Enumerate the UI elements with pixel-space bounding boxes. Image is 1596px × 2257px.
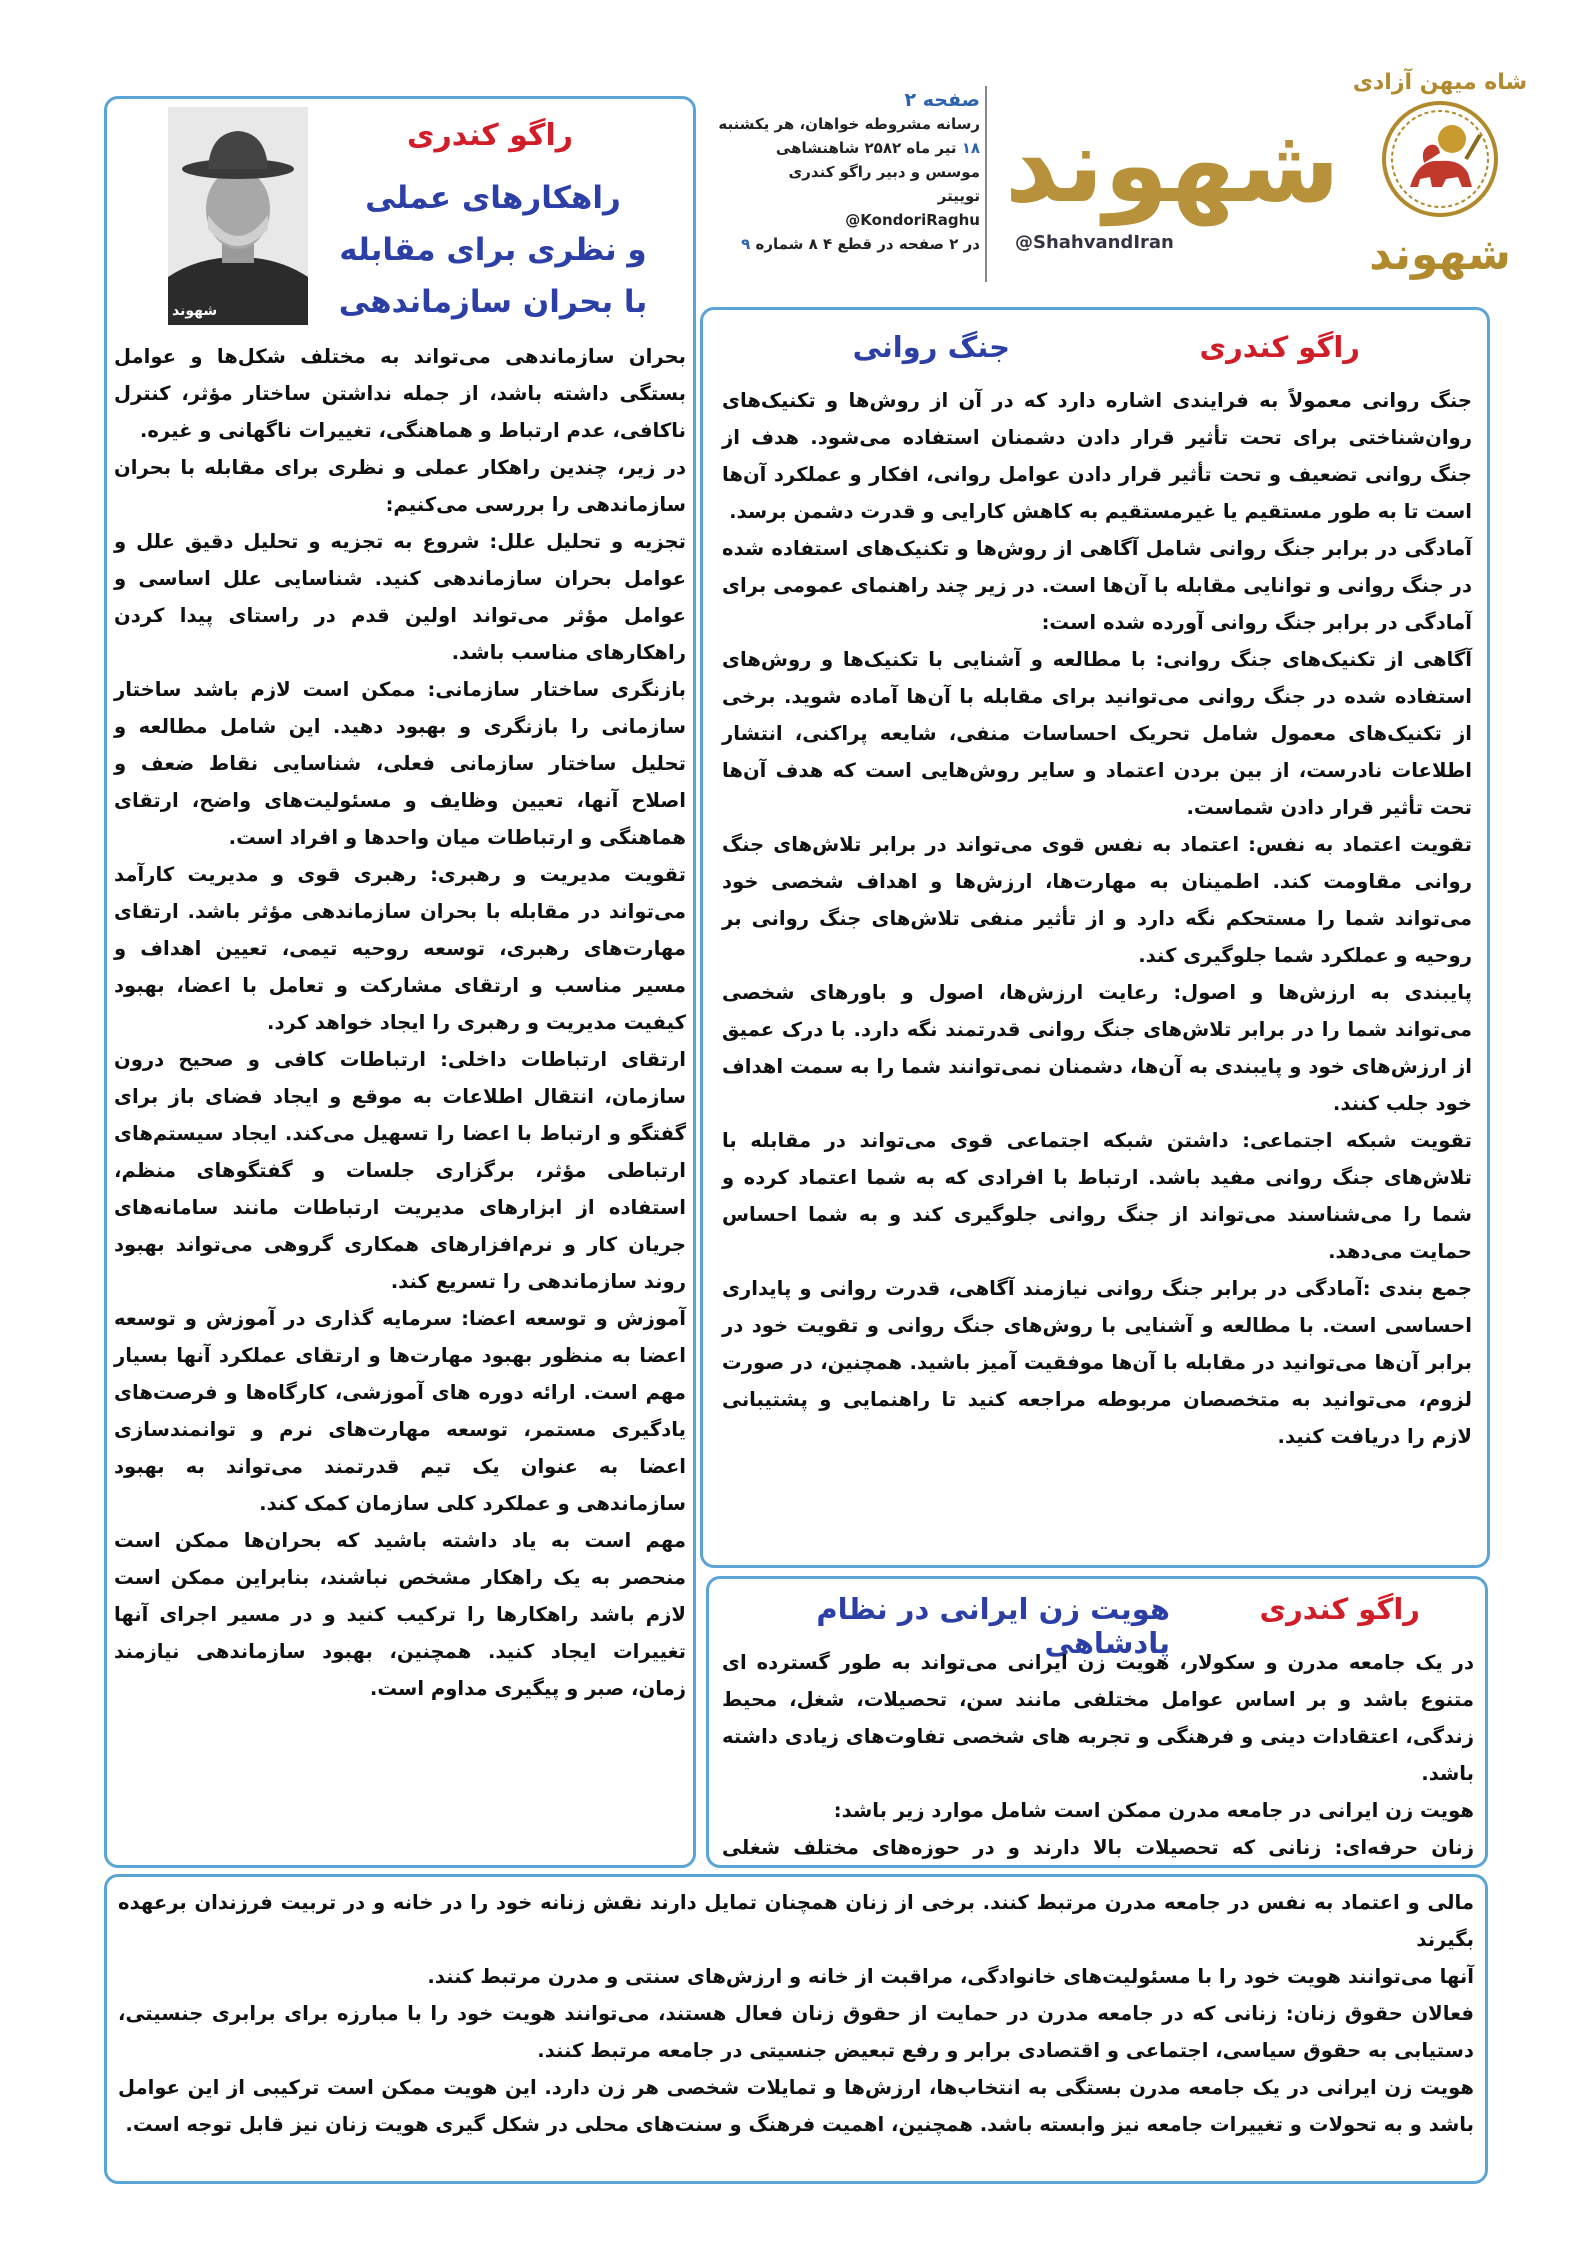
paragraph: مالی و اعتماد به نفس در جامعه مدرن مرتبط کنند. برخی از زنان همچنان تمایل دارند نقش زنانه خود را در خانه و در تربیت فرزندان برعهده بگیرند	[118, 1891, 1474, 1951]
twitter-label: توییتر	[937, 187, 980, 205]
newspaper-logo: شهوند	[1004, 104, 1340, 226]
issue-info	[700, 88, 980, 256]
left-article-body	[114, 338, 686, 1707]
paragraph: تقویت مدیریت و رهبری: رهبری قوی و مدیریت کارآمد می‌تواند در مقابله با بحران سازماندهی مؤثر باشد. ارتقای مهارت‌های رهبری، توسعه روحیه تیمی، تعیین اهداف و مسیر مناسب و ارتقای مشارکت و تعامل با اعضا، بهبود کیفیت مدیریت و رهبری را ایجاد خواهد کرد.	[114, 863, 686, 1034]
right-article-header	[720, 330, 1470, 376]
emblem-name: شهوند	[1369, 229, 1511, 280]
photo-caption: شهوند	[172, 303, 218, 319]
left-article-author: راگو کندری	[406, 118, 574, 153]
format-line	[700, 232, 980, 256]
paragraph: هویت زن ایرانی در جامعه مدرن ممکن است شامل موارد زیر باشد:	[833, 1799, 1474, 1822]
right-article-body	[722, 382, 1472, 1455]
paragraph: تقویت شبکه اجتماعی: داشتن شبکه اجتماعی قوی می‌تواند در مقابله با تلاش‌های جنگ روانی مفید باشد. ارتباط با افرادی که به شما اعتماد کرده و شما را می‌شناسند می‌تواند از جنگ روانی جلوگیری کند و به شما احساس حمایت می‌دهد.	[722, 1129, 1472, 1263]
paragraph: جنگ روانی معمولاً به فرایندی اشاره دارد که در آن از روش‌ها و تکنیک‌های روان‌شناختی برای تحت تأثیر قرار دادن دشمنان استفاده می‌شود. هدف از جنگ روانی تضعیف و تحت تأثیر قرار دادن عوامل روانی، افکار و عملکرد آن‌ها است تا به طور مستقیم یا غیرمستقیم به کاهش کارایی و قدرت دشمن برسد.	[722, 389, 1472, 523]
twitter-handle[interactable]: @KondoriRaghu	[845, 211, 980, 229]
paragraph: در زیر، چندین راهکار عملی و نظری برای مقابله با بحران سازماندهی را بررسی می‌کنیم:	[114, 456, 686, 516]
paragraph: تقویت اعتماد به نفس: اعتماد به نفس قوی می‌تواند در برابر تلاش‌های جنگ روانی مقاومت کند. اطمینان به مهارت‌ها، ارزش‌ها و اهداف شخصی خود می‌تواند شما را مستحکم نگه دارد و از تأثیر منفی تلاش‌های جنگ روانی بر روحیه و عملکرد شما جلوگیری کند.	[722, 833, 1472, 967]
bottom-article-body-wide	[118, 1884, 1474, 2143]
left-article-title	[318, 172, 668, 328]
emblem-arc-text: شاه میهن آزادی	[1352, 70, 1528, 95]
paragraph: در یک جامعه مدرن و سکولار، هویت زن ایرانی می‌تواند به طور گسترده ای متنوع باشد و بر اساس عوامل مختلفی مانند سن، تحصیلات، شغل، محیط زندگی، اعتقادات دینی و فرهنگی و تجربه های شخصی تفاوت‌های زیادی داشته باشد.	[722, 1651, 1474, 1785]
title-line: با بحران سازماندهی	[338, 284, 648, 320]
bottom-article-author: راگو کندری	[1259, 1592, 1420, 1626]
bottom-article-header	[720, 1592, 1470, 1660]
paragraph: فعالان حقوق زنان: زنانی که در جامعه مدرن در حمایت از حقوق زنان فعال هستند، می‌توانند هویت خود را با مبارزه برای برابری جنسیتی، دستیابی به حقوق سیاسی، اجتماعی و اقتصادی برابر و رفع تبعیض جنسیتی در جامعه مرتبط کنند.	[118, 2002, 1474, 2062]
issue-number: ۹	[741, 235, 751, 253]
issue-date	[700, 136, 980, 160]
title-line: راهکارهای عملی	[365, 180, 621, 216]
author-portrait-icon	[168, 107, 308, 325]
paragraph: ارتقای ارتباطات داخلی: ارتباطات کافی و صحیح درون سازمان، انتقال اطلاعات به موقع و ایجاد فضای باز برای گفتگو و ارتباط با اعضا را تسهیل می‌کند. ایجاد سیستم‌های ارتباطی مؤثر، برگزاری جلسات و گفتگوهای منظم، استفاده از ابزارهای مدیریت ارتباطات مانند سامانه‌های جریان کار و نرم‌افزارهای همکاری گروهی می‌تواند بهبود روند سازماندهی را تسریع کند.	[114, 1048, 686, 1293]
tagline: رسانه مشروطه خواهان، هر یکشنبه	[718, 115, 980, 133]
page-label: صفحه ۲	[904, 89, 980, 111]
paragraph: زنان حرفه‌ای: زنانی که تحصیلات بالا دارند و در حوزه‌های مختلف شغلی	[722, 1836, 1474, 1859]
paragraph: آگاهی از تکنیک‌های جنگ روانی: با مطالعه و آشنایی با تکنیک‌ها و روش‌های استفاده شده در جنگ روانی می‌توانید برای مقابله با آن‌ها آماده شوید. برخی از تکنیک‌های معمول شامل تحریک احساسات منفی، شایعه پراکنی، انتشار اطلاعات نادرست، از بین بردن اعتماد و سایر روش‌هایی است که هدف آن‌ها تحت تأثیر قرار دادن شماست.	[722, 648, 1472, 819]
date-number: ۱۸	[961, 139, 980, 157]
masthead-divider	[985, 86, 987, 282]
bottom-article-title: هویت زن ایرانی در نظام پادشاهی	[816, 1592, 1170, 1660]
paragraph: آموزش و توسعه اعضا: سرمایه گذاری در آموزش و توسعه اعضا به منظور بهبود مهارت‌ها و ارتقای عملکرد آنها بسیار مهم است. ارائه دوره های آموزشی، کارگاه‌ها و فرصت‌های یادگیری مستمر، توسعه مهارت‌های نرم و توانمندسازی اعضا به عنوان یک تیم قدرتمند می‌تواند به بهبود سازماندهی و عملکرد کلی سازمان کمک کند.	[114, 1307, 686, 1515]
emblem	[1340, 70, 1540, 300]
author-photo	[168, 107, 308, 325]
format-text: در ۲ صفحه در قطع ۴ ۸ شماره	[755, 235, 980, 253]
paragraph: جمع بندی :آمادگی در برابر جنگ روانی نیازمند آگاهی، قدرت روانی و پایداری احساسی است. با مطالعه و آشنایی با روش‌های جنگ روانی و تقویت خود در برابر آن‌ها می‌توانید در مقابله با آن‌ها موفقیت آمیز باشید. همچنین، در صورت لزوم، می‌توانید به متخصصان مربوطه مراجعه کنید تا راهنمایی و پشتیبانی لازم را دریافت کنید.	[722, 1277, 1472, 1448]
right-article-author: راگو کندری	[1199, 330, 1360, 364]
paragraph: آنها می‌توانند هویت خود را با مسئولیت‌های خانوادگی، مراقبت از خانه و ارزش‌های سنتی و مدرن مرتبط کنند.	[427, 1965, 1474, 1988]
paragraph: پایبندی به ارزش‌ها و اصول: رعایت ارزش‌ها، اصول و باورهای شخصی می‌تواند شما را در برابر تلاش‌های جنگ روانی قدرتمند نگه دارد. با درک عمیق از ارزش‌های خود و پایبندی به آن‌ها، دشمنان نمی‌توانند شما را به سمت اهداف خود جلب کنند.	[722, 981, 1472, 1115]
founder-line: موسس و دبیر راگو کندری	[788, 163, 980, 181]
lion-and-sun-icon	[1380, 99, 1500, 219]
paragraph: تجزیه و تحلیل علل: شروع به تجزیه و تحلیل دقیق علل و عوامل بحران سازماندهی کنید. شناسایی علل اساسی و عوامل مؤثر می‌تواند اولین قدم در راستای پیدا کردن راهکارهای مناسب باشد.	[114, 530, 686, 664]
paragraph: مهم است به یاد داشته باشید که بحران‌ها ممکن است منحصر به یک راهکار مشخص نباشند، بنابراین ممکن است لازم باشد راهکارها را ترکیب کنید و در مسیر اجرای آنها تغییرات ایجاد کنید. همچنین، بهبود سازماندهی نیازمند زمان، صبر و پیگیری مداوم است.	[114, 1529, 686, 1700]
paragraph: آمادگی در برابر جنگ روانی شامل آگاهی از روش‌ها و تکنیک‌های استفاده شده در جنگ روانی و توانایی مقابله با آن‌ها است. در زیر چند راهنمای عمومی برای آمادگی در برابر جنگ روانی آورده شده است:	[722, 537, 1472, 634]
title-line: و نظری برای مقابله	[339, 232, 647, 268]
right-article-title: جنگ روانی	[852, 330, 1010, 364]
paragraph: هویت زن ایرانی در یک جامعه مدرن بستگی به انتخاب‌ها، ارزش‌ها و تمایلات شخصی هر زن دارد. این هویت ممکن است ترکیبی از این عوامل باشد و به تحولات و تغییرات جامعه نیز وابسته باشد. همچنین، اهمیت فرهنگ و سنت‌های محلی در شکل گیری هویت زنان نیز قابل توجه است.	[118, 2076, 1474, 2136]
paragraph: بحران سازماندهی می‌تواند به مختلف شکل‌ها و عوامل بستگی داشته باشد، از جمله نداشتن ساختار مؤثر، کنترل ناکافی، عدم ارتباط و هماهنگی، تغییرات ناگهانی و غیره.	[114, 345, 686, 442]
date-text: تیر ماه ۲۵۸۲ شاهنشاهی	[775, 139, 957, 157]
newspaper-handle: @ShahvandIran	[1015, 232, 1174, 253]
paragraph: بازنگری ساختار سازمانی: ممکن است لازم باشد ساختار سازمانی را بازنگری و بهبود دهید. این شامل مطالعه و تحلیل ساختار سازمانی فعلی، شناسایی نقاط ضعف و اصلاح آنها، تعیین وظایف و مسئولیت‌های واضح، ارتقای هماهنگی و ارتباطات میان واحدها و افراد است.	[114, 678, 686, 849]
